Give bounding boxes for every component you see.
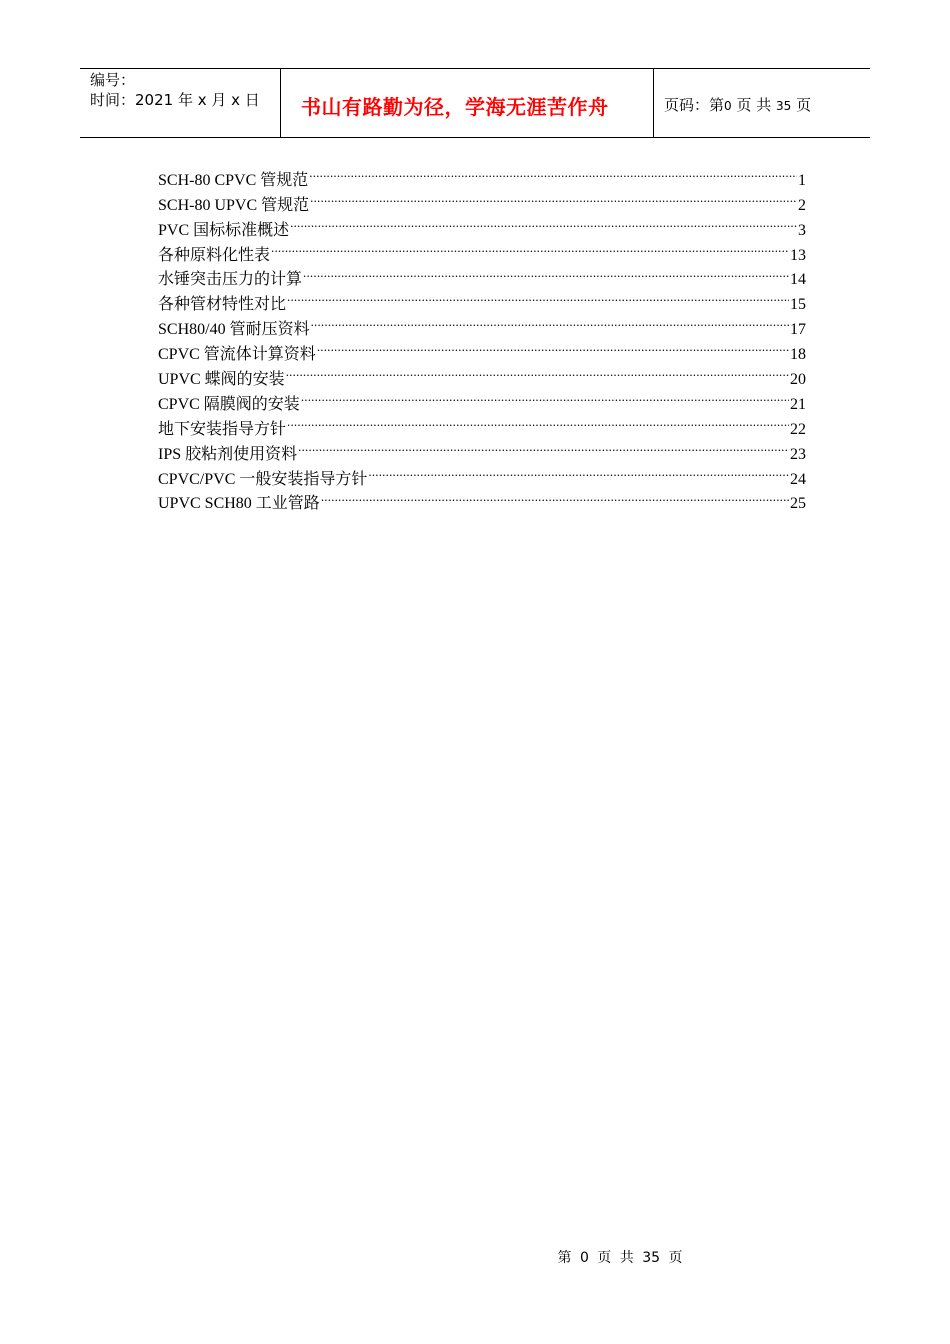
- page-total: 35: [776, 99, 792, 113]
- toc-entry-page: 14: [790, 271, 806, 289]
- toc-entry-page: 23: [790, 445, 806, 463]
- toc-entry-title: CPVC/PVC 一般安装指导方针: [158, 470, 368, 488]
- toc-entry-page: 20: [790, 371, 806, 389]
- header-motto-cell: [281, 69, 654, 137]
- header-page-cell: [654, 69, 870, 137]
- toc-entry-title: CPVC 隔膜阀的安装: [158, 395, 300, 413]
- toc-entry-title: 各种原料化性表: [158, 246, 271, 264]
- page-header: [80, 68, 870, 138]
- toc-entry[interactable]: [158, 160, 806, 189]
- toc-leader-dots: [290, 210, 797, 235]
- toc-entry-title: CPVC 管流体计算资料: [158, 346, 316, 364]
- toc-leader-dots: [287, 284, 789, 309]
- toc-entry-title: 地下安装指导方针: [158, 420, 287, 438]
- toc-leader-dots: [271, 235, 789, 260]
- toc-entry-page: 21: [790, 395, 806, 413]
- toc-leader-dots: [301, 384, 789, 409]
- toc-entry-page: 1: [798, 171, 806, 189]
- toc-leader-dots: [286, 359, 789, 384]
- toc-leader-dots: [303, 260, 789, 285]
- toc-leader-dots: [287, 409, 789, 434]
- toc-leader-dots: [368, 459, 789, 484]
- toc-entry-page: 17: [790, 321, 806, 339]
- toc-entry-title: SCH-80 UPVC 管规范: [158, 196, 310, 214]
- toc-leader-dots: [310, 185, 797, 210]
- toc-entry-page: 22: [790, 420, 806, 438]
- toc-entry-page: 18: [790, 346, 806, 364]
- toc-entry-title: PVC 国标标准概述: [158, 221, 290, 239]
- page-suffix: 页: [796, 96, 812, 114]
- toc-entry-title: 各种管材特性对比: [158, 296, 287, 314]
- toc-entry-title: SCH80/40 管耐压资料: [158, 321, 310, 339]
- toc-entry-title: SCH-80 CPVC 管规范: [158, 171, 309, 189]
- page-mid: 页 共: [736, 96, 772, 114]
- header-meta-cell: [80, 69, 281, 137]
- toc-leader-dots: [298, 434, 789, 459]
- toc-entry-page: 15: [790, 296, 806, 314]
- toc-entry-page: 2: [798, 196, 806, 214]
- header-page-info: [664, 94, 811, 115]
- toc-entry-page: 24: [790, 470, 806, 488]
- page-current: 0: [724, 99, 732, 113]
- toc-leader-dots: [311, 309, 789, 334]
- toc-entry-page: 25: [790, 495, 806, 513]
- header-motto: 书山有路勤为径，学海无涯苦作舟: [301, 95, 609, 119]
- toc-entry-title: IPS 胶粘剂使用资料: [158, 445, 298, 463]
- document-time-label: 时间：2021 年 x 月 x 日: [90, 91, 260, 109]
- toc-leader-dots: [309, 160, 797, 185]
- page-footer: 第 0 页 共 35 页: [557, 1250, 683, 1266]
- toc-entry-title: 水锤突击压力的计算: [158, 271, 303, 289]
- toc-entry-title: UPVC 蝶阀的安装: [158, 371, 285, 389]
- page-prefix: 页码：第: [664, 96, 725, 114]
- toc-entry-page: 3: [798, 221, 806, 239]
- toc-leader-dots: [317, 334, 789, 359]
- toc-entry-page: 13: [790, 246, 806, 264]
- table-of-contents: [158, 160, 806, 513]
- document-number-label: 编号：: [90, 71, 136, 89]
- toc-leader-dots: [321, 484, 789, 509]
- toc-entry-title: UPVC SCH80 工业管路: [158, 495, 320, 513]
